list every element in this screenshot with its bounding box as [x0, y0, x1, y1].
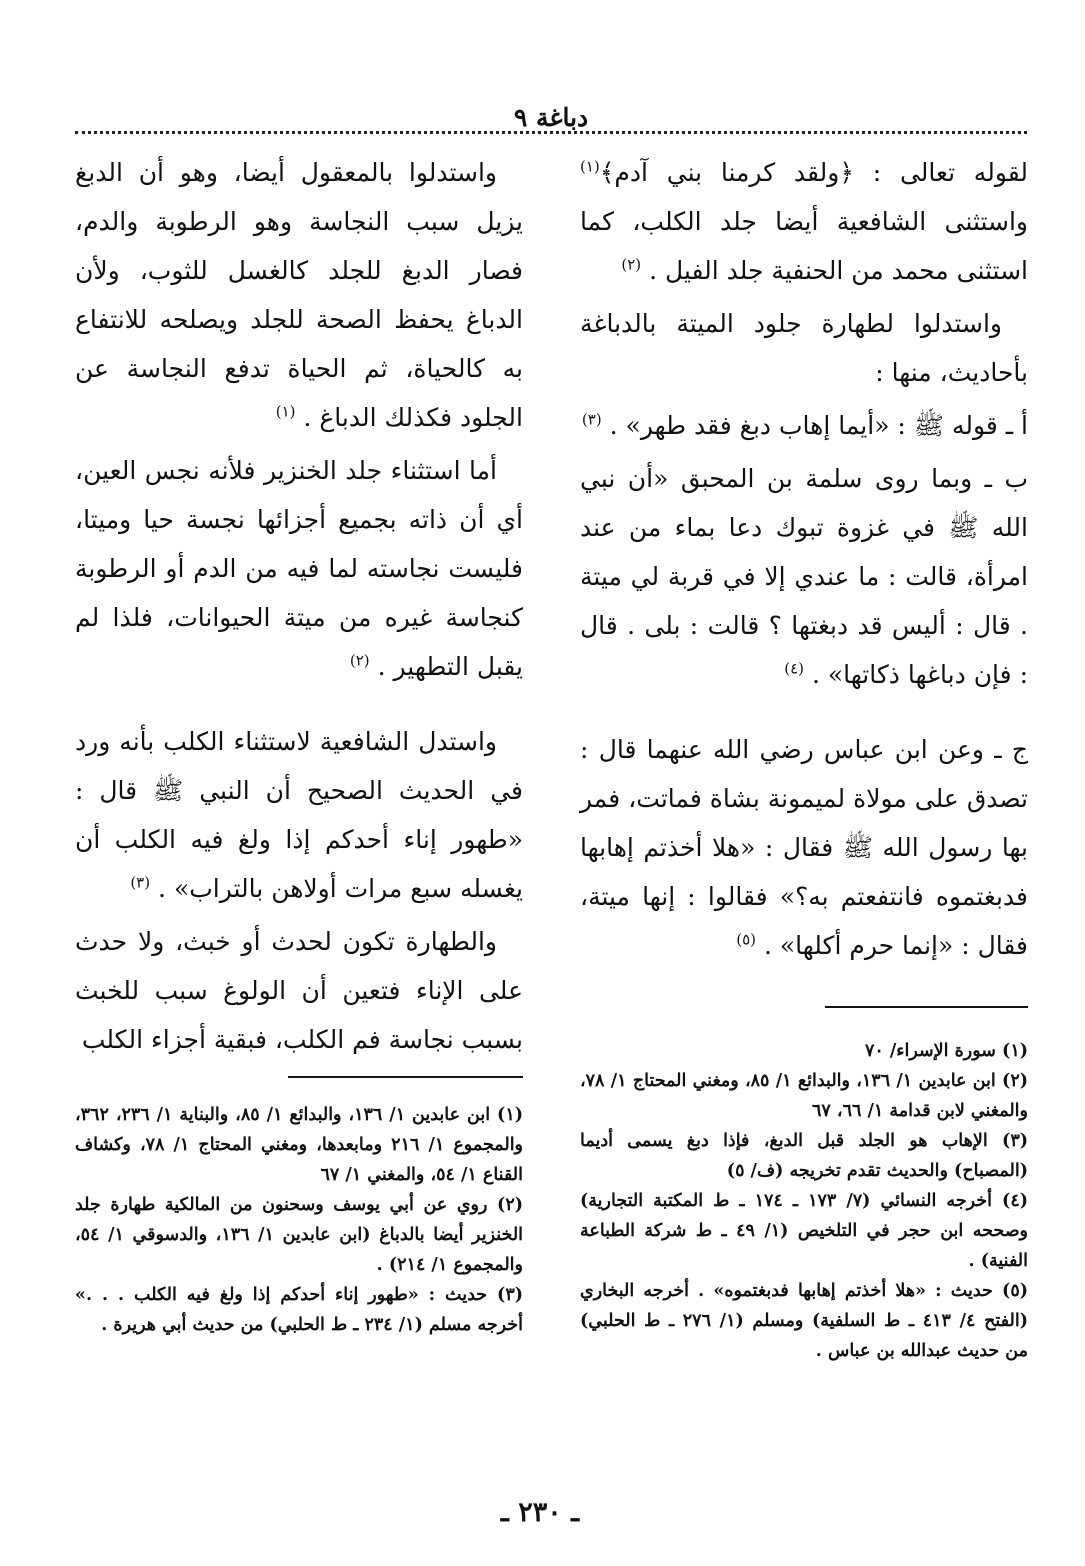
- footnote-ref[interactable]: (١): [580, 157, 600, 176]
- paragraph: واستدلوا بالمعقول أيضا، وهو أن الدبغ يزيل سبب النجاسة وهو الرطوبة والدم، فصار الدبغ للجلد كالغسل للثوب، ولأن الدباغ يحفظ الصحة للجلد ويصلحه للانتفاع به كالحياة، ثم الحياة تدفع النجاسة عن الجلود فكذلك الدباغ . $^{(١)}$: [75, 158, 523, 432]
- footnote-ref[interactable]: (٣): [581, 410, 602, 429]
- footnote-ref[interactable]: (٣): [130, 873, 151, 892]
- paragraph: أ ـ قوله ﷺ : «أيما إهاب دبغ فقد طهر» . $^{(٣)}$: [581, 410, 1028, 440]
- footnote: (١) ابن عابدين ١/ ١٣٦، والبدائع ١/ ٨٥، والبناية ١/ ٢٣٦، ٣٦٢، والمجموع ١/ ٢١٦ ومابعدها، ومغني المحتاج ١/ ٧٨، وكشاف القناع ١/ ٥٤، والمغني ١/ ٦٧: [75, 1105, 524, 1185]
- footnote-divider: [288, 1076, 523, 1078]
- footnote-ref[interactable]: (٢): [621, 255, 642, 274]
- footnote: (١) سورة الإسراء/ ٧٠: [864, 1041, 1028, 1061]
- footnote-ref[interactable]: (٤): [784, 659, 804, 678]
- footnote: (٥) حديث : «هلا أخذتم إهابها فدبغتموه» . أخرجه البخاري (الفتح ٤/ ٤١٣ ـ ط السلفية) ومسلم (١/ ٢٧٦ ـ ط الحلبي) من حديث عبدالله بن عباس .: [580, 1281, 1029, 1361]
- footnote-ref[interactable]: (٢): [349, 651, 370, 670]
- paragraph: لقوله تعالى : ﴿ولقد كرمنا بني آدم﴾$^{(١)}$ واستثنى الشافعية أيضا جلد الكلب، كما استثنى محمد من الحنفية جلد الفيل . $^{(٢)}$: [580, 157, 1028, 285]
- paragraph: واستدلوا لطهارة جلود الميتة بالدباغة بأحاديث، منها :: [580, 309, 1028, 387]
- paragraph: أما استثناء جلد الخنزير فلأنه نجس العين، أي أن ذاته بجميع أجزائها نجسة حيا وميتا، فليست نجاسته لما فيه من الدم أو الرطوبة كنجاسة غيره من ميتة الحيوانات، فلذا لم يقبل التطهير . $^{(٢)}$: [75, 456, 523, 681]
- paragraph: ج ـ وعن ابن عباس رضي الله عنهما قال : تصدق على مولاة لميمونة بشاة فماتت، فمر بها رسول الله ﷺ فقال : «هلا أخذتم إهابها فدبغتموه فانتفعتم به؟» فقالوا : إنها ميتة، فقال : «إنما حرم أكلها» . $^{(٥)}$: [580, 735, 1028, 960]
- page-header: دباغة ٩: [513, 103, 589, 132]
- left-footnotes: [75, 1100, 523, 1340]
- page-number: ـ ٢٣٠ ـ: [500, 1497, 580, 1528]
- footnote-ref[interactable]: (١): [275, 402, 296, 421]
- right-column: [580, 148, 1028, 970]
- footnote-divider: [825, 1006, 1028, 1008]
- left-column: [75, 148, 523, 1064]
- footnote: (٣) الإهاب هو الجلد قبل الدبغ، فإذا دبغ يسمى أديما (المصباح) والحديث تقدم تخريجه (ف/ ٥): [580, 1131, 1028, 1181]
- right-footnotes: [580, 1036, 1028, 1366]
- footnote: (٢) ابن عابدين ١/ ١٣٦، والبدائع ١/ ٨٥، ومغني المحتاج ١/ ٧٨، والمغني لابن قدامة ١/ ٦٦، ٦٧: [580, 1071, 1029, 1121]
- paragraph: ب ـ وبما روى سلمة بن المحبق «أن نبي الله ﷺ في غزوة تبوك دعا بماء من عند امرأة، قالت : ما عندي إلا في قربة لي ميتة . قال : أليس قد دبغتها ؟ قالت : بلى . قال : فإن دباغها ذكاتها» . $^{(٤)}$: [580, 464, 1028, 689]
- footnote: (٢) روي عن أبي يوسف وسحنون من المالكية طهارة جلد الخنزير أيضا بالدباغ (ابن عابدين ١/ ١٣٦، والدسوقي ١/ ٥٤، والمجموع ١/ ٢١٤) .: [75, 1195, 524, 1275]
- footnote-ref[interactable]: (٥): [736, 930, 756, 949]
- footnote: (٣) حديث : «طهور إناء أحدكم إذا ولغ فيه الكلب . . .» أخرجه مسلم (١/ ٢٣٤ ـ ط الحلبي) من حديث أبي هريرة .: [75, 1285, 523, 1335]
- paragraph: والطهارة تكون لحدث أو خبث، ولا حدث على الإناء فتعين أن الولوغ سبب للخبث بسبب نجاسة فم الكلب، فبقية أجزاء الكلب: [75, 927, 523, 1054]
- footnote: (٤) أخرجه النسائي (٧/ ١٧٣ ـ ١٧٤ ـ ط المكتبة التجارية) وصححه ابن حجر في التلخيص (١/ ٤٩ ـ ط شركة الطباعة الفنية) .: [580, 1191, 1029, 1271]
- header-dotted-rule: [75, 131, 1027, 134]
- paragraph: واستدل الشافعية لاستثناء الكلب بأنه ورد في الحديث الصحيح أن النبي ﷺ قال : «طهور إناء أحدكم إذا ولغ فيه الكلب أن يغسله سبع مرات أولاهن بالتراب» . $^{(٣)}$: [75, 727, 523, 903]
